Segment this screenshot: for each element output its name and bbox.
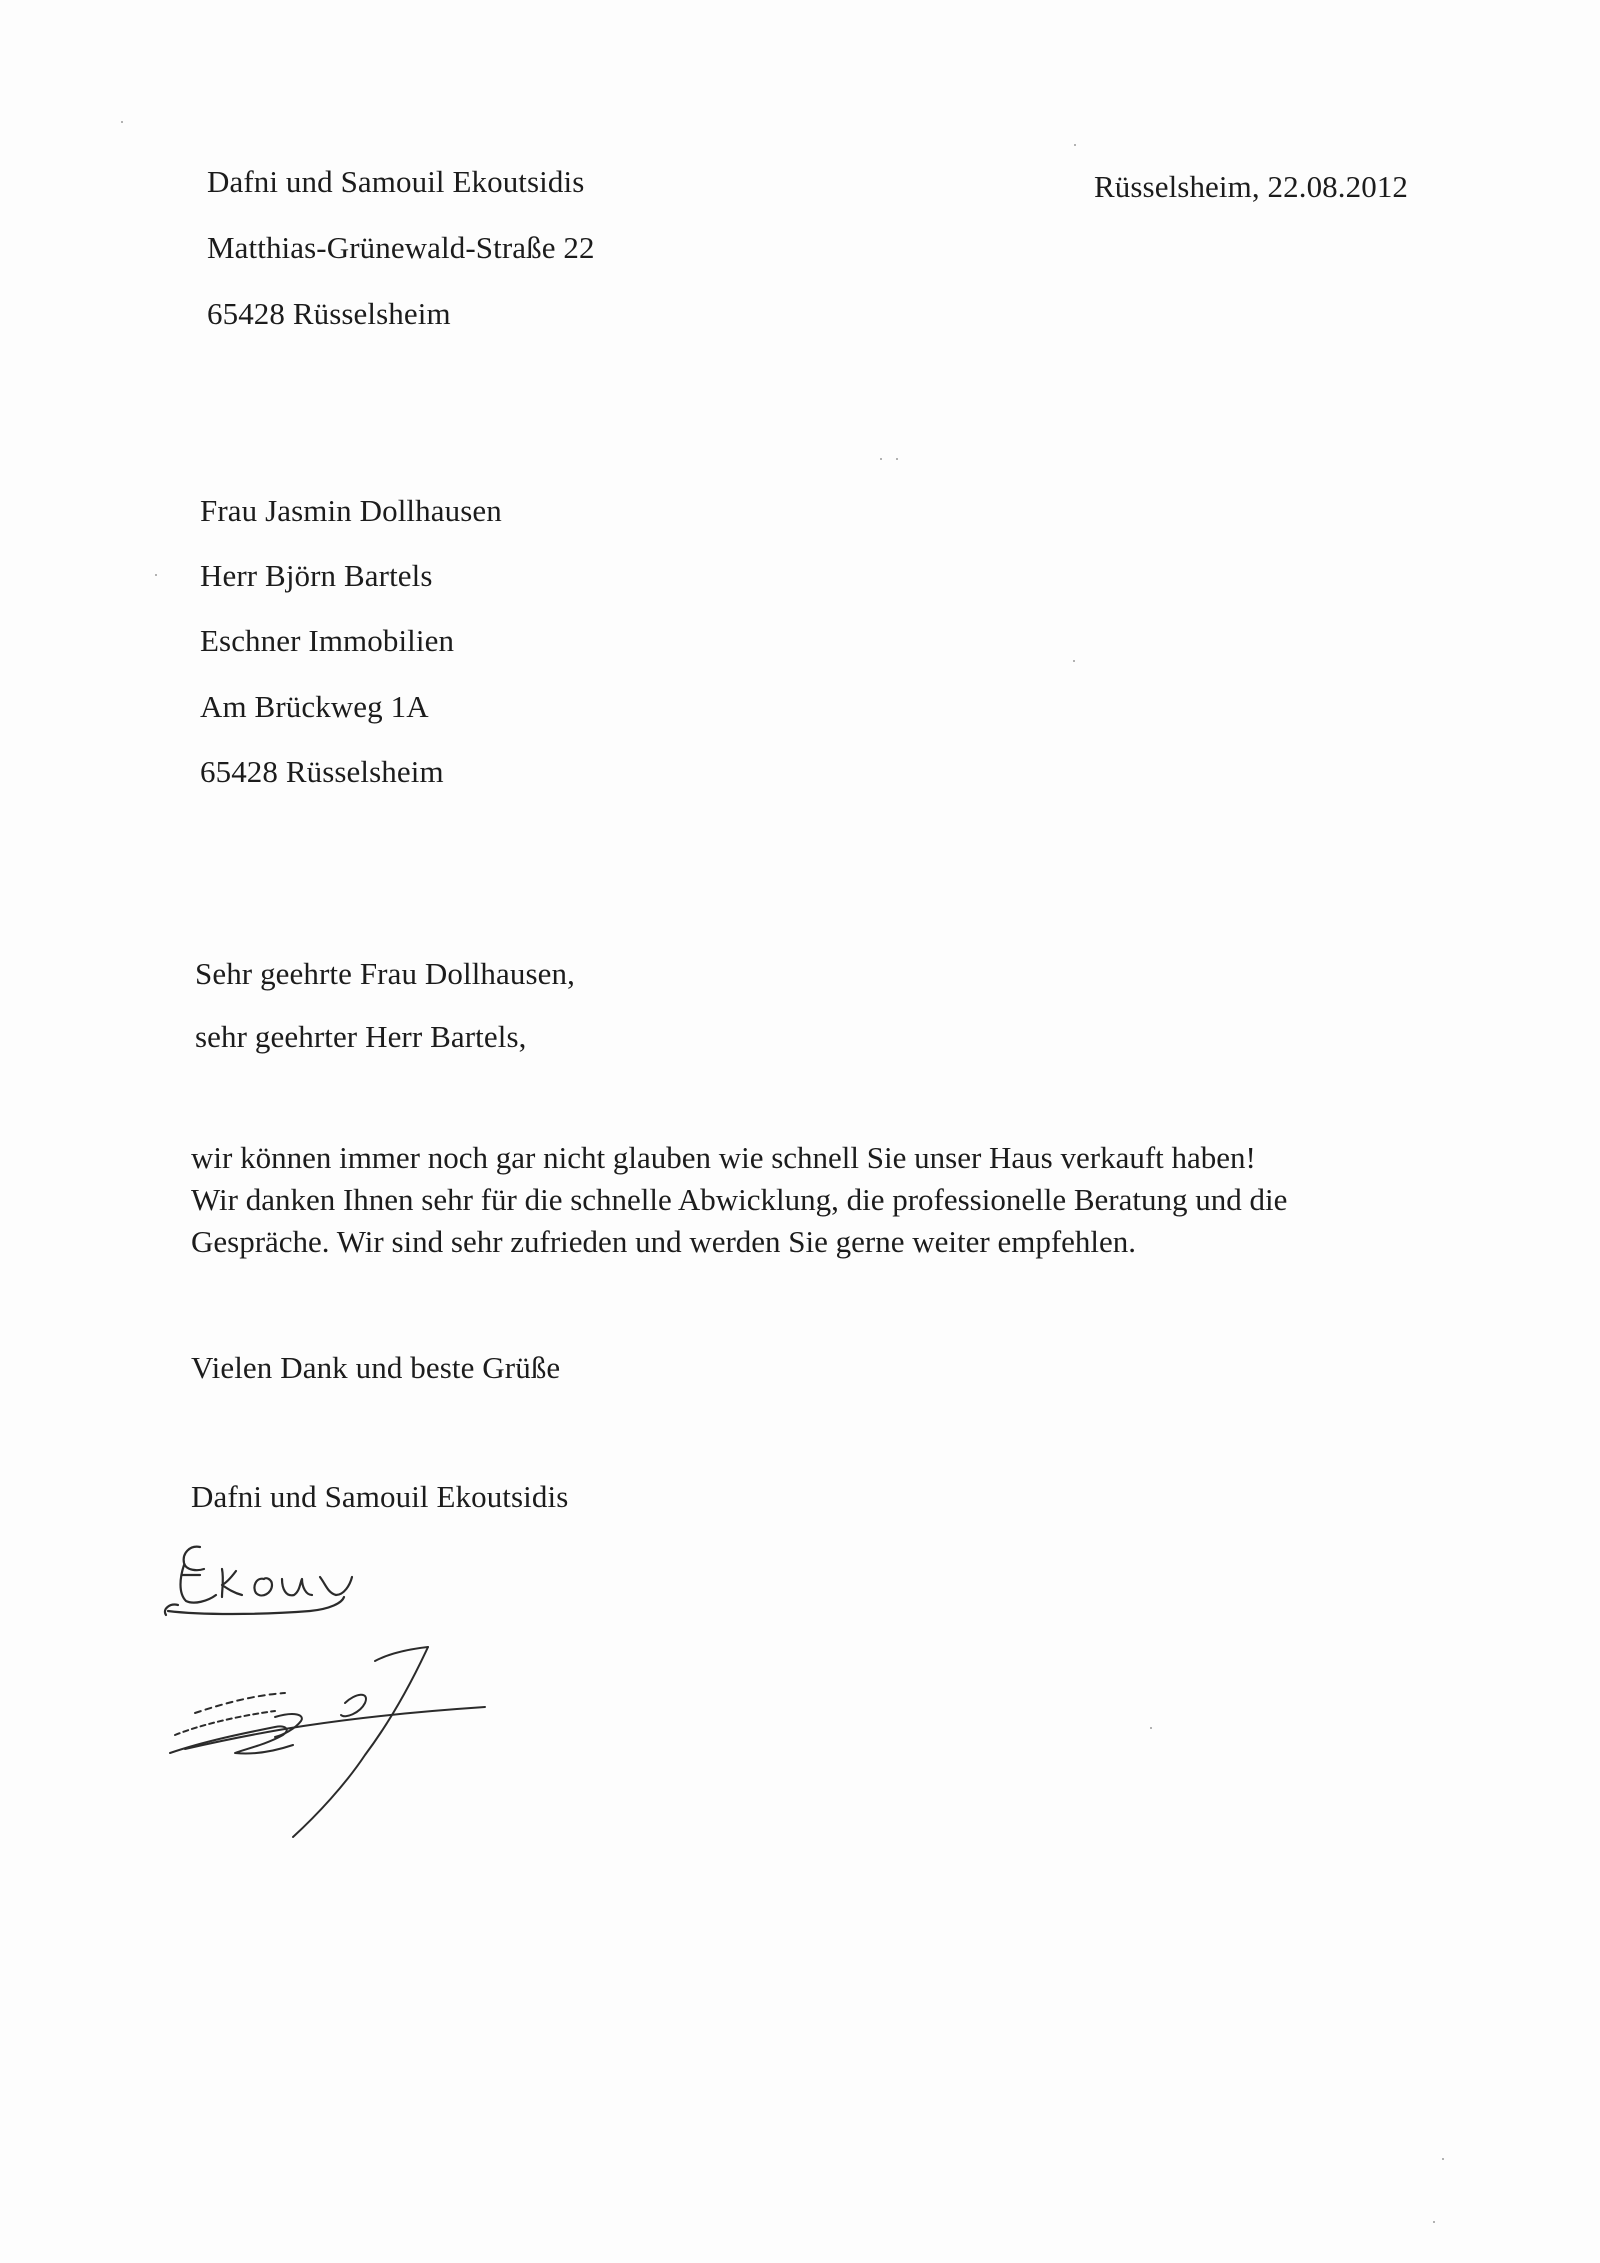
recipient-line-1: Frau Jasmin Dollhausen [200,493,502,528]
signature-ekoutsidis [160,1535,460,1635]
body-paragraph [191,1137,1451,1263]
scan-speck [1433,2221,1435,2223]
scan-speck [121,121,123,123]
sender-name: Dafni und Samouil Ekoutsidis [207,164,585,199]
salutation-line-1: Sehr geehrte Frau Dollhausen, [195,956,575,991]
closing-line: Vielen Dank und beste Grüße [191,1350,561,1385]
scan-speck [1074,144,1076,146]
scan-speck [155,574,157,576]
recipient-line-2: Herr Björn Bartels [200,558,433,593]
scan-speck [896,458,898,460]
sender-street: Matthias-Grünewald-Straße 22 [207,230,595,265]
signoff-name: Dafni und Samouil Ekoutsidis [191,1479,569,1514]
body-line-2: Wir danken Ihnen sehr für die schnelle Abwicklung, die professionelle Beratung und die [191,1182,1288,1217]
recipient-line-5: 65428 Rüsselsheim [200,754,444,789]
place-date: Rüsselsheim, 22.08.2012 [1094,169,1409,204]
recipient-line-3: Eschner Immobilien [200,623,455,658]
sender-city: 65428 Rüsselsheim [207,296,451,331]
salutation-line-2: sehr geehrter Herr Bartels, [195,1019,527,1054]
scan-speck [1073,660,1075,662]
scan-speck [1150,1727,1152,1729]
recipient-line-4: Am Brückweg 1A [200,689,429,724]
scan-speck [880,458,882,460]
scan-speck [1442,2158,1444,2160]
signature-second [165,1645,505,1845]
body-line-1: wir können immer noch gar nicht glauben wie schnell Sie unser Haus verkauft haben! [191,1140,1256,1175]
body-line-3: Gespräche. Wir sind sehr zufrieden und werden Sie gerne weiter empfehlen. [191,1224,1137,1259]
